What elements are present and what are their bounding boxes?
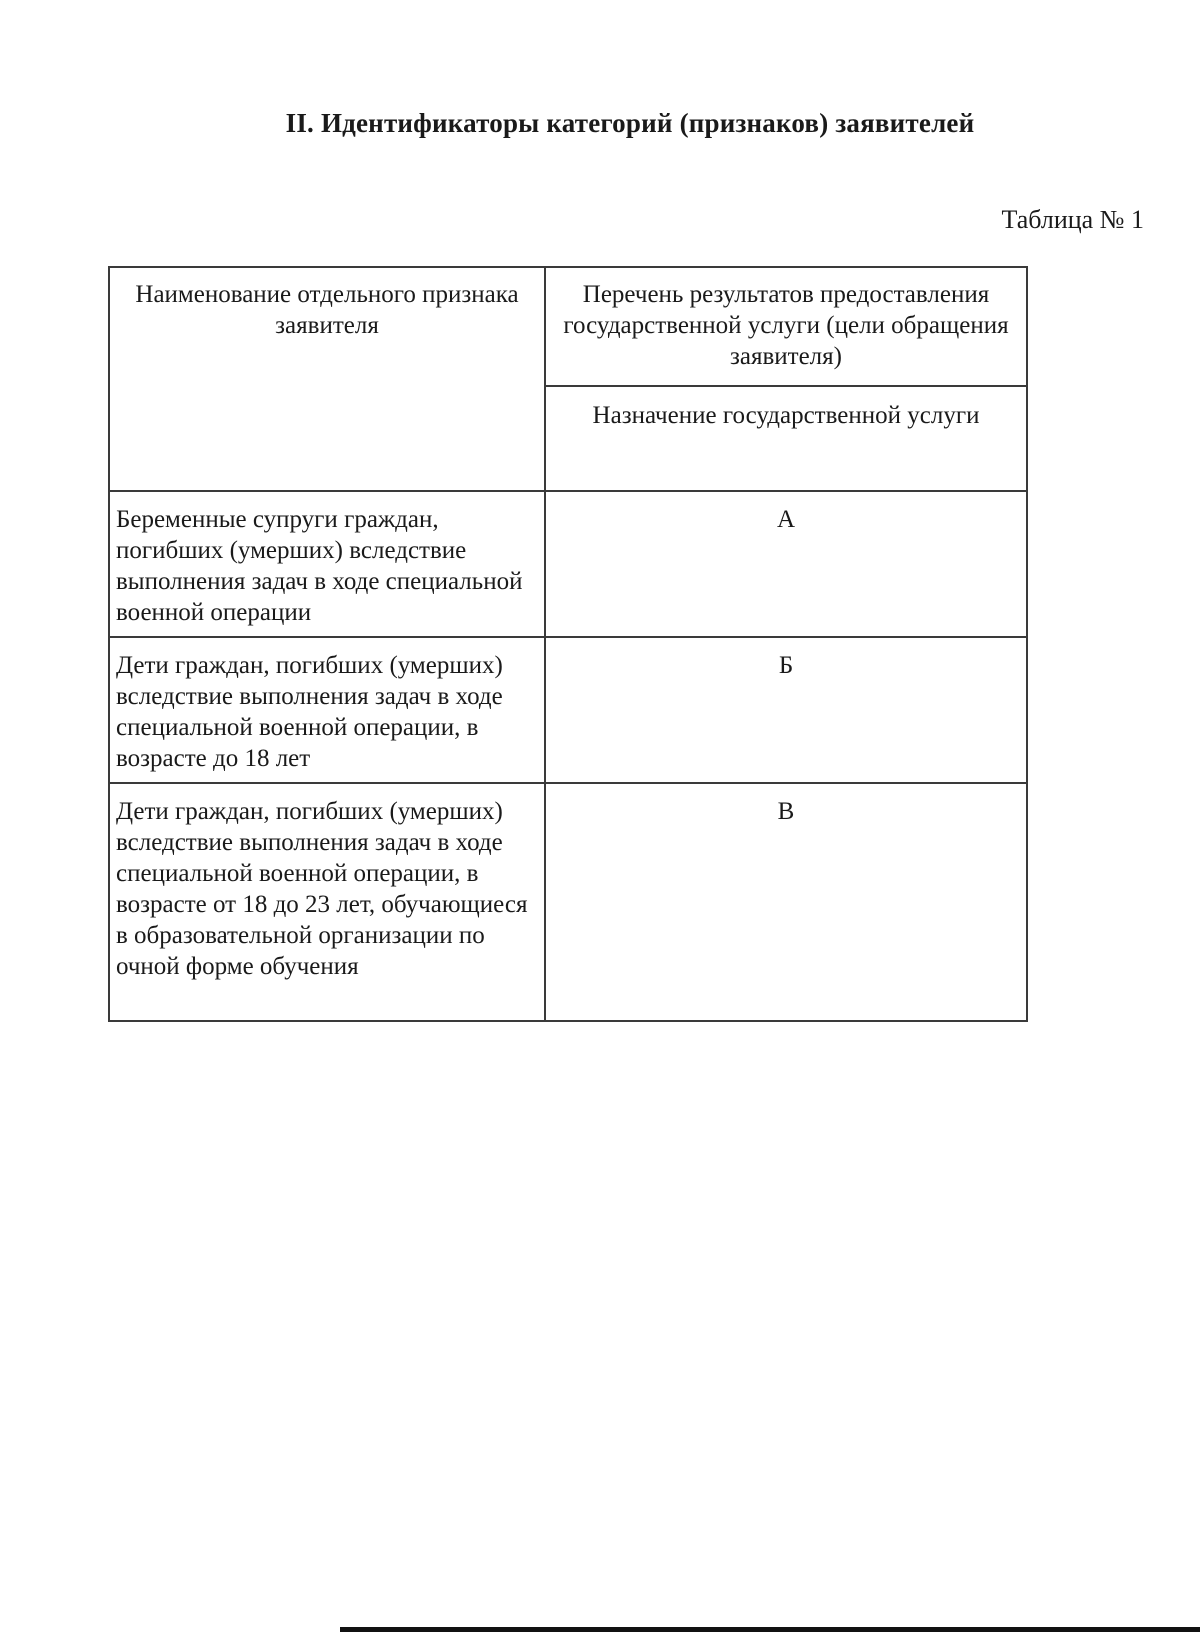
table-caption: Таблица № 1: [1001, 205, 1144, 234]
row-code-cell: Б: [545, 637, 1027, 783]
section-title: II. Идентификаторы категорий (признаков) заявителей: [285, 108, 975, 138]
header-cell-service-assignment: Назначение государственной услуги: [545, 386, 1027, 491]
table-row: [109, 783, 1027, 1021]
table-row: [109, 637, 1027, 783]
scan-bottom-edge: [340, 1627, 1200, 1632]
row-code-cell: А: [545, 491, 1027, 637]
row-label-cell: Дети граждан, погибших (умерших) вследствие выполнения задач в ходе специальной военной операции, в возрасте от 18 до 23 лет, обучающиеся в образовательной организации по очной форме обучения: [109, 783, 545, 1021]
table-header-row: [109, 267, 1027, 386]
row-code-cell: В: [545, 783, 1027, 1021]
row-label-cell: Беременные супруги граждан, погибших (умерших) вследствие выполнения задач в ходе специальной военной операции: [109, 491, 545, 637]
header-cell-results-list: Перечень результатов предоставления государственной услуги (цели обращения заявителя): [545, 267, 1027, 386]
categories-table: [108, 266, 1028, 1022]
table-row: [109, 491, 1027, 637]
header-cell-attribute-name: Наименование отдельного признака заявителя: [109, 267, 545, 491]
row-label-cell: Дети граждан, погибших (умерших) вследствие выполнения задач в ходе специальной военной операции, в возрасте до 18 лет: [109, 637, 545, 783]
